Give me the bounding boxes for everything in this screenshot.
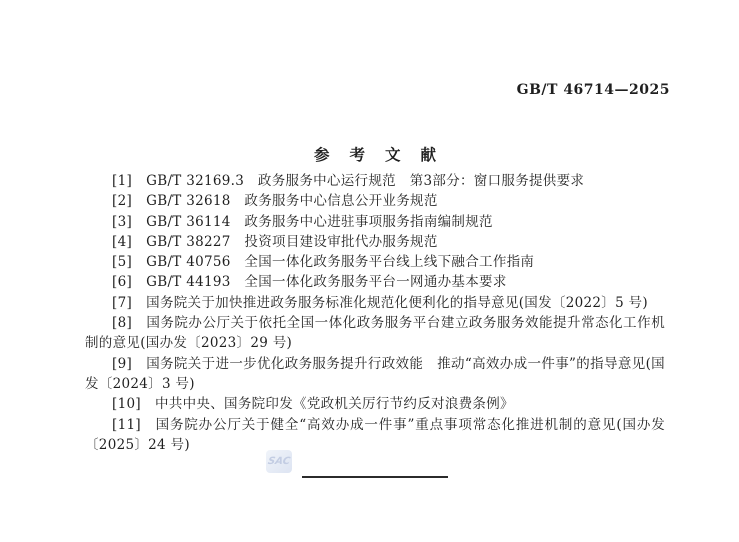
references-section-title xyxy=(85,143,665,165)
reference-item xyxy=(85,272,665,292)
reference-label: [3] xyxy=(112,213,133,230)
reference-text: GB/T 38227 投资项目建设审批代办服务规范 xyxy=(146,233,438,250)
reference-text: 中共中央、国务院印发《党政机关厉行节约反对浪费条例》 xyxy=(155,396,514,413)
reference-label: [4] xyxy=(112,233,133,250)
reference-text: 国务院关于进一步优化政务服务提升行政效能 推动“高效办成一件事”的指导意见(国发〔2024〕3 号) xyxy=(85,355,665,392)
reference-item xyxy=(85,171,665,191)
reference-text: GB/T 36114 政务服务中心进驻事项服务指南编制规范 xyxy=(146,213,493,230)
reference-text: 国务院关于加快推进政务服务标准化规范化便利化的指导意见(国发〔2022〕5 号) xyxy=(146,294,648,311)
sac-watermark-logo xyxy=(266,450,292,473)
reference-text: GB/T 44193 全国一体化政务服务平台一网通办基本要求 xyxy=(146,274,507,291)
sac-watermark-text: SAC xyxy=(267,456,291,467)
references-list xyxy=(85,171,665,455)
end-of-document-rule xyxy=(302,476,448,478)
reference-label: [1] xyxy=(112,173,133,189)
references-section-title-text: 参考文献 xyxy=(313,145,456,164)
reference-item xyxy=(85,191,665,211)
reference-item xyxy=(85,252,665,272)
reference-text: GB/T 32618 政务服务中心信息公开业务规范 xyxy=(146,193,438,210)
reference-item xyxy=(85,212,665,232)
reference-text: 国务院办公厅关于依托全国一体化政务服务平台建立政务服务效能提升常态化工作机制的意见(国办发〔2023〕29 号) xyxy=(85,315,665,352)
reference-item xyxy=(85,313,665,354)
reference-item xyxy=(85,415,665,456)
reference-label: [5] xyxy=(112,254,133,271)
reference-label: [7] xyxy=(112,294,133,311)
reference-label: [9] xyxy=(112,355,133,372)
reference-label: [6] xyxy=(112,274,133,291)
reference-label: [8] xyxy=(112,315,133,332)
reference-label: [11] xyxy=(112,416,141,433)
reference-item xyxy=(85,354,665,395)
reference-text: GB/T 40756 全国一体化政务服务平台线上线下融合工作指南 xyxy=(146,254,535,271)
reference-text: GB/T 32169.3 政务服务中心运行规范 第3部分：窗口服务提供要求 xyxy=(146,173,585,189)
reference-text: 国务院办公厅关于健全“高效办成一件事”重点事项常态化推进机制的意见(国办发〔2025〕24 号) xyxy=(85,416,665,453)
reference-item xyxy=(85,394,665,414)
standard-number-header: GB/T 46714—2025 xyxy=(516,82,670,98)
reference-item xyxy=(85,293,665,313)
reference-item xyxy=(85,232,665,252)
reference-label: [10] xyxy=(112,396,141,413)
reference-label: [2] xyxy=(112,193,133,210)
